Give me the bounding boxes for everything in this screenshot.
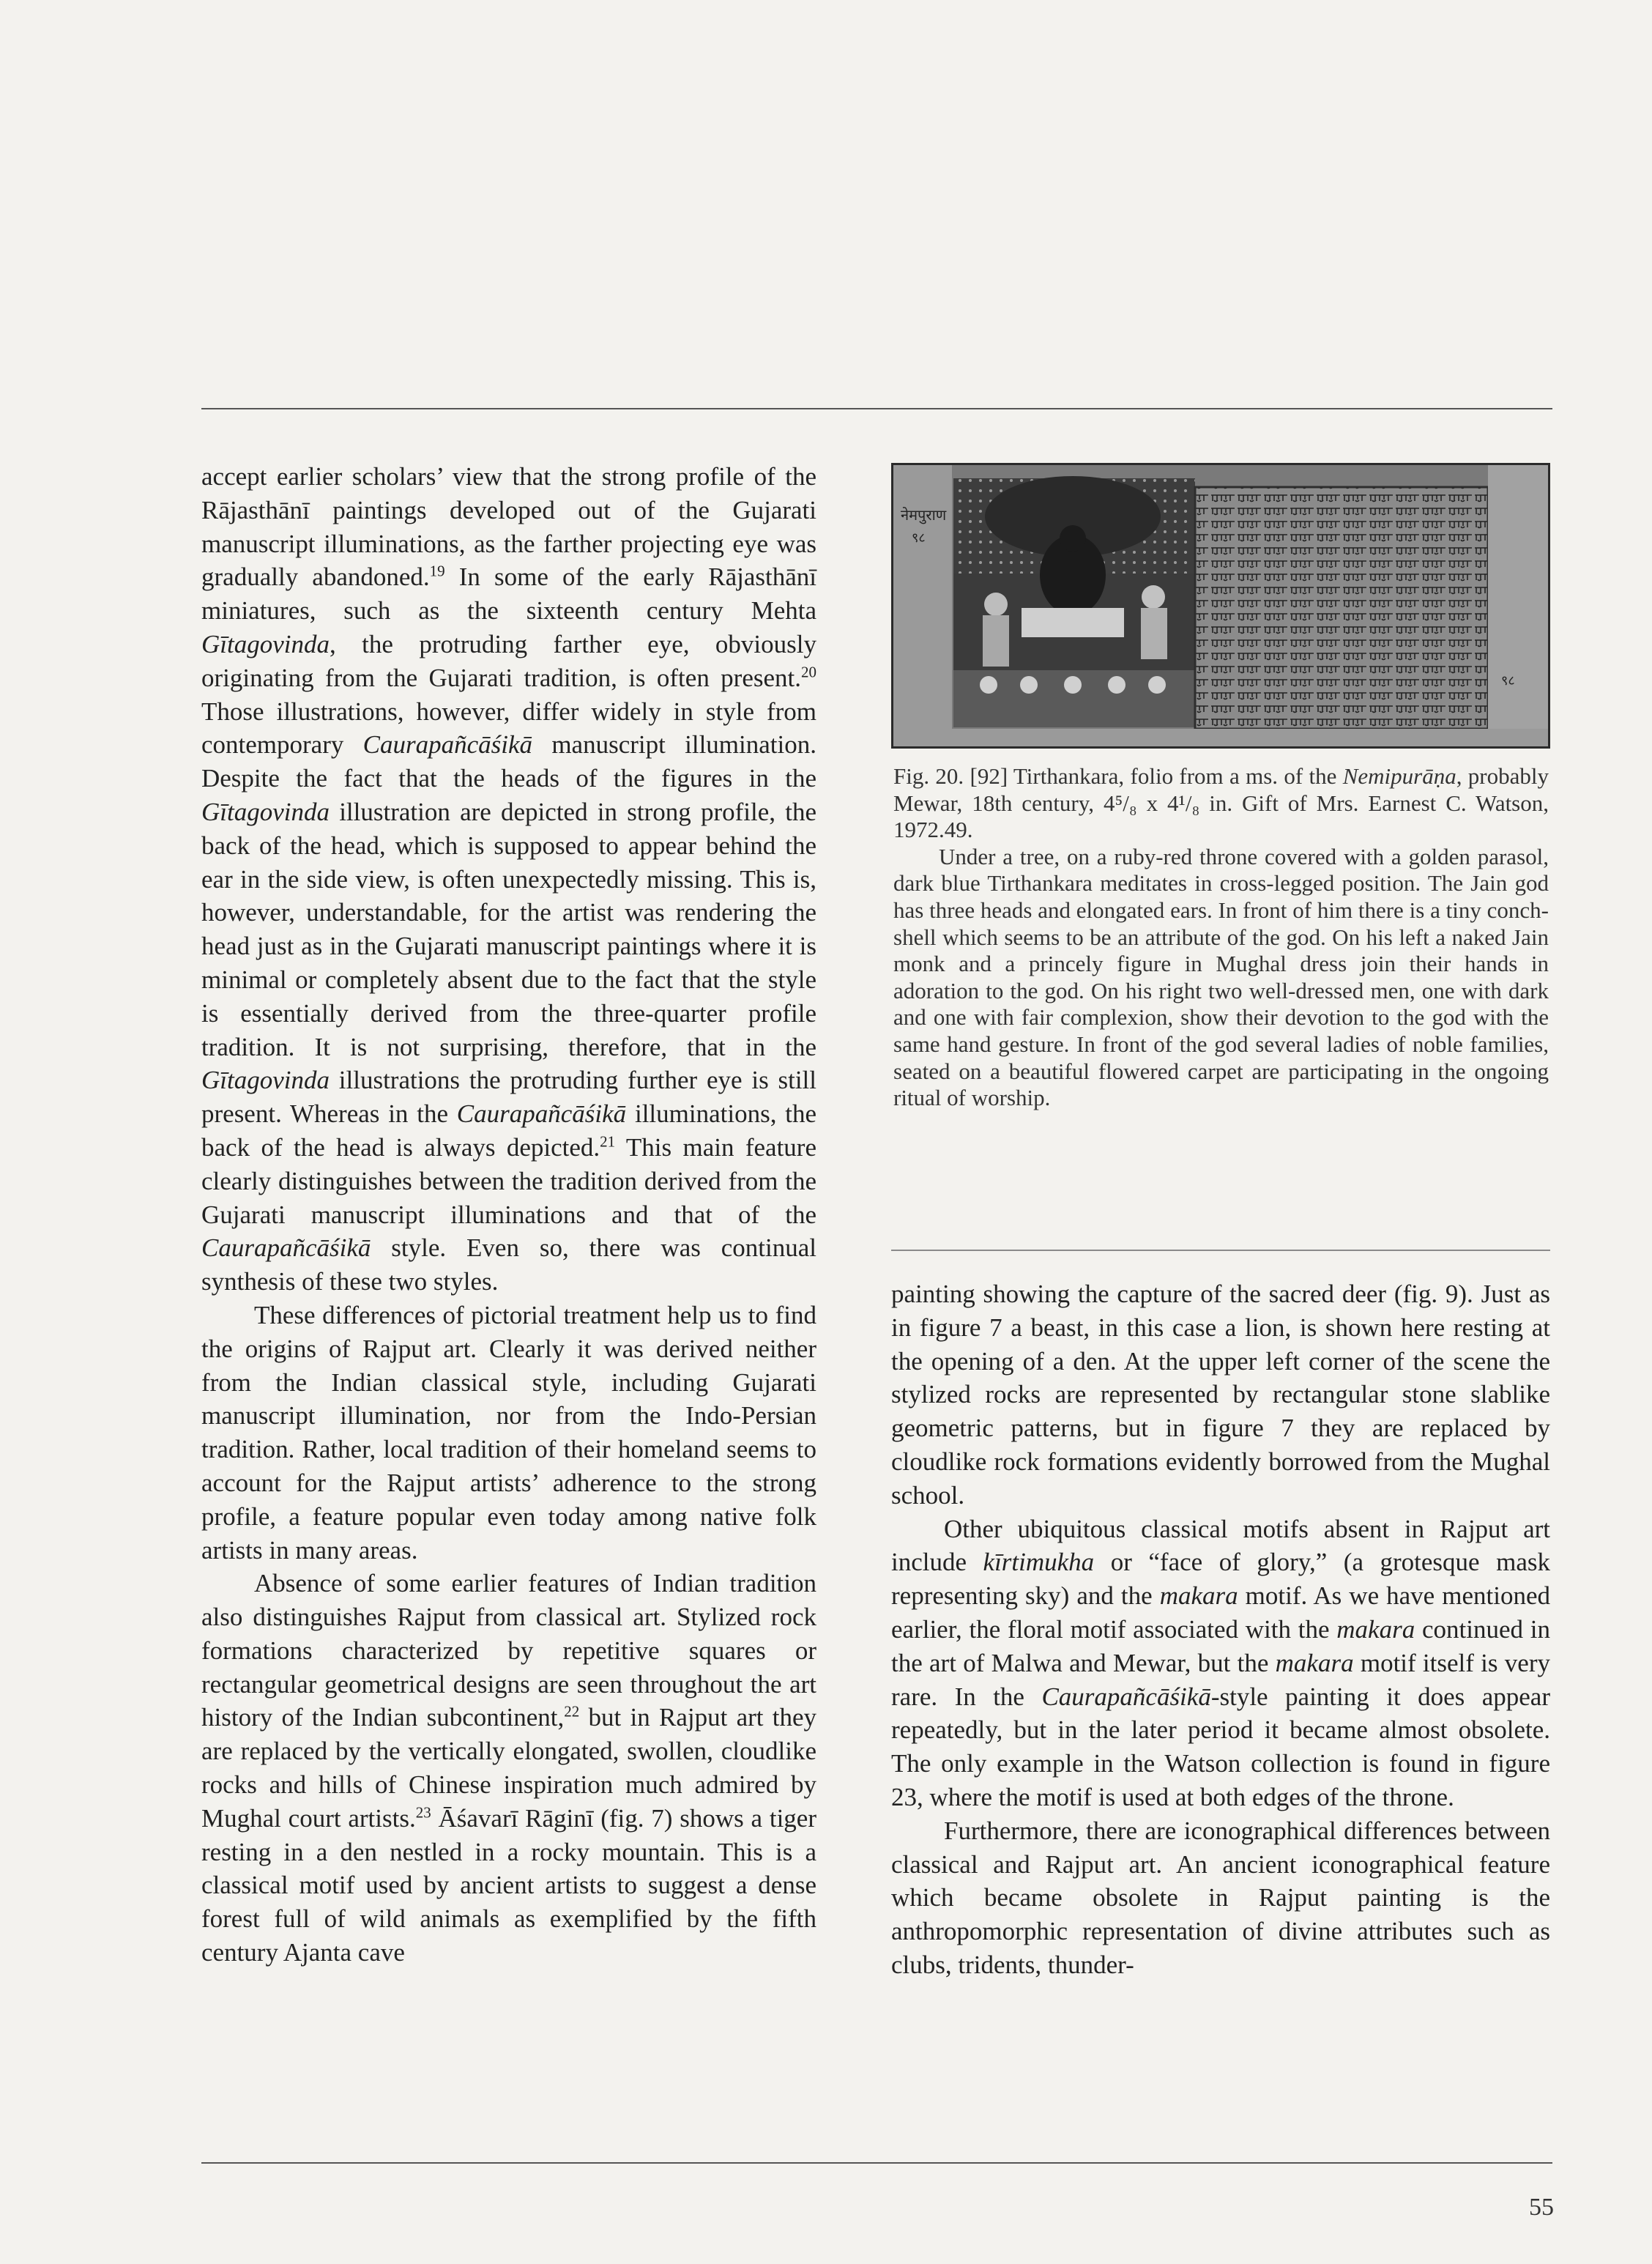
caption-description: Under a tree, on a ruby-red throne covered with a golden parasol, dark blue Tirthankara meditates in cross-legged position. The Jain god has three heads and elongated ears. In front of him there is a tiny conch-shell which seems to be an attribute of the god. On his left a naked Jain monk and a princely figure in Mughal dress join their hands in adoration to the god. On his right two well-dressed men, one with dark and one with fair complexion, show their devotion to the god with the same hand gesture. In front of the god several ladies of noble families, seated on a beautiful flowered carpet are participating in the ongoing ritual of worship.	[893, 843, 1549, 1111]
left-paragraph-1: accept earlier scholars’ view that the strong profile of the Rājasthānī paintings developed out of the Gujarati manuscript illuminations, as the farther projecting eye was gradually abandoned.$^{19}$ In some of the early Rājasthānī miniatures, such as the sixteenth century Mehta Gītagovinda, the protruding farther eye, obviously originating from the Gujarati tradition, is often present.$^{20}$ Those illustrations, however, differ widely in style from contemporary Caurapañcāśikā manuscript illumination. Despite the fact that the heads of the figures in the Gītagovinda illustration are depicted in strong profile, the back of the head, which is supposed to appear behind the ear in the side view, is often unexpectedly missing. This is, however, understandable, for the artist was rendering the head just as in the Gujarati manuscript paintings where it is minimal or completely absent due to the fact that the style is essentially derived from the three-quarter profile tradition. It is not surprising, therefore, that in the Gītagovinda illustrations the protruding further eye is still present. Whereas in the Caurapañcāśikā illuminations, the back of the head is always depicted.$^{21}$ This main feature clearly distinguishes between the tradition derived from the Gujarati manuscript illuminations and that of the Caurapañcāśikā style. Even so, there was continual synthesis of these two styles.	[201, 462, 817, 1296]
right-column	[891, 1277, 1550, 1982]
left-paragraph-2: These differences of pictorial treatment help us to find the origins of Rajput art. Clearly it was derived neither from the Indian classical style, including Gujarati manuscript illumination, nor from the Indo-Persian tradition. Rather, local tradition of their homeland seems to account for the Rajput artists’ adherence to the strong profile, a feature popular even today among native folk artists in many areas.	[201, 1300, 816, 1565]
footer-rule	[201, 2162, 1552, 2164]
footnote-ref: 19	[429, 562, 445, 580]
caption-divider	[891, 1250, 1550, 1251]
manuscript-folio-illustration	[893, 465, 1548, 746]
footnote-ref: 20	[801, 663, 816, 681]
figure-20-image	[891, 463, 1550, 749]
caption-title: Fig. 20. [92] Tirthankara, folio from a ms. of the Nemipurāṇa, probably Mewar, 18th century, 4⁵/₈ x 4¹/₈ in. Gift of Mrs. Earnest C. Watson, 1972.49.	[893, 763, 1549, 843]
right-paragraph-3: Furthermore, there are iconographical differences between classical and Rajput art. An ancient iconographical feature which became obsolete in Rajput painting is the anthropomorphic representation of divine attributes such as clubs, tridents, thunder-	[891, 1816, 1550, 1979]
footnote-ref: 22	[564, 1702, 580, 1721]
right-paragraph-1: painting showing the capture of the sacred deer (fig. 9). Just as in figure 7 a beast, in this case a lion, is shown here resting at the opening of a den. At the upper left corner of the scene the stylized rocks are represented by rectangular stone slablike geometric patterns, but in figure 7 they are replaced by cloudlike rock formations evidently borrowed from the Mughal school.	[891, 1280, 1550, 1510]
figure-caption	[893, 763, 1549, 1112]
right-paragraph-2: Other ubiquitous classical motifs absent in Rajput art include kīrtimukha or “face of glory,” (a grotesque mask representing sky) and the makara motif. As we have mentioned earlier, the floral motif associated with the makara continued in the art of Malwa and Mewar, but the makara motif itself is very rare. In the Caurapañcāśikā-style painting it does appear repeatedly, but in the later period it became almost obsolete. The only example in the Watson collection is found in figure 23, where the motif is used at both edges of the throne.	[891, 1514, 1550, 1811]
left-column	[201, 460, 816, 1970]
footnote-ref: 23	[415, 1803, 431, 1822]
svg-text:नेमपुराण: नेमपुराण	[901, 506, 947, 524]
left-paragraph-3: Absence of some earlier features of Indian tradition also distinguishes Rajput from classical art. Stylized rock formations characterized by repetitive squares or rectangular geometrical designs are seen throughout the art history of the Indian subcontinent,$^{22}$ but in Rajput art they are replaced by the vertically elongated, swollen, cloudlike rocks and hills of Chinese inspiration much admired by Mughal court artists.$^{23}$ Āśavarī Rāginī (fig. 7) shows a tiger resting in a den nestled in a rocky mountain. This is a classical motif used by ancient artists to suggest a dense forest full of wild animals as exemplified by the fifth century Ajanta cave	[201, 1569, 817, 1967]
svg-text:९८: ९८	[1501, 673, 1515, 689]
footnote-ref: 21	[600, 1132, 616, 1151]
svg-text:९८: ९८	[912, 530, 926, 546]
header-rule	[201, 408, 1552, 409]
page-number: 55	[1529, 2194, 1554, 2221]
